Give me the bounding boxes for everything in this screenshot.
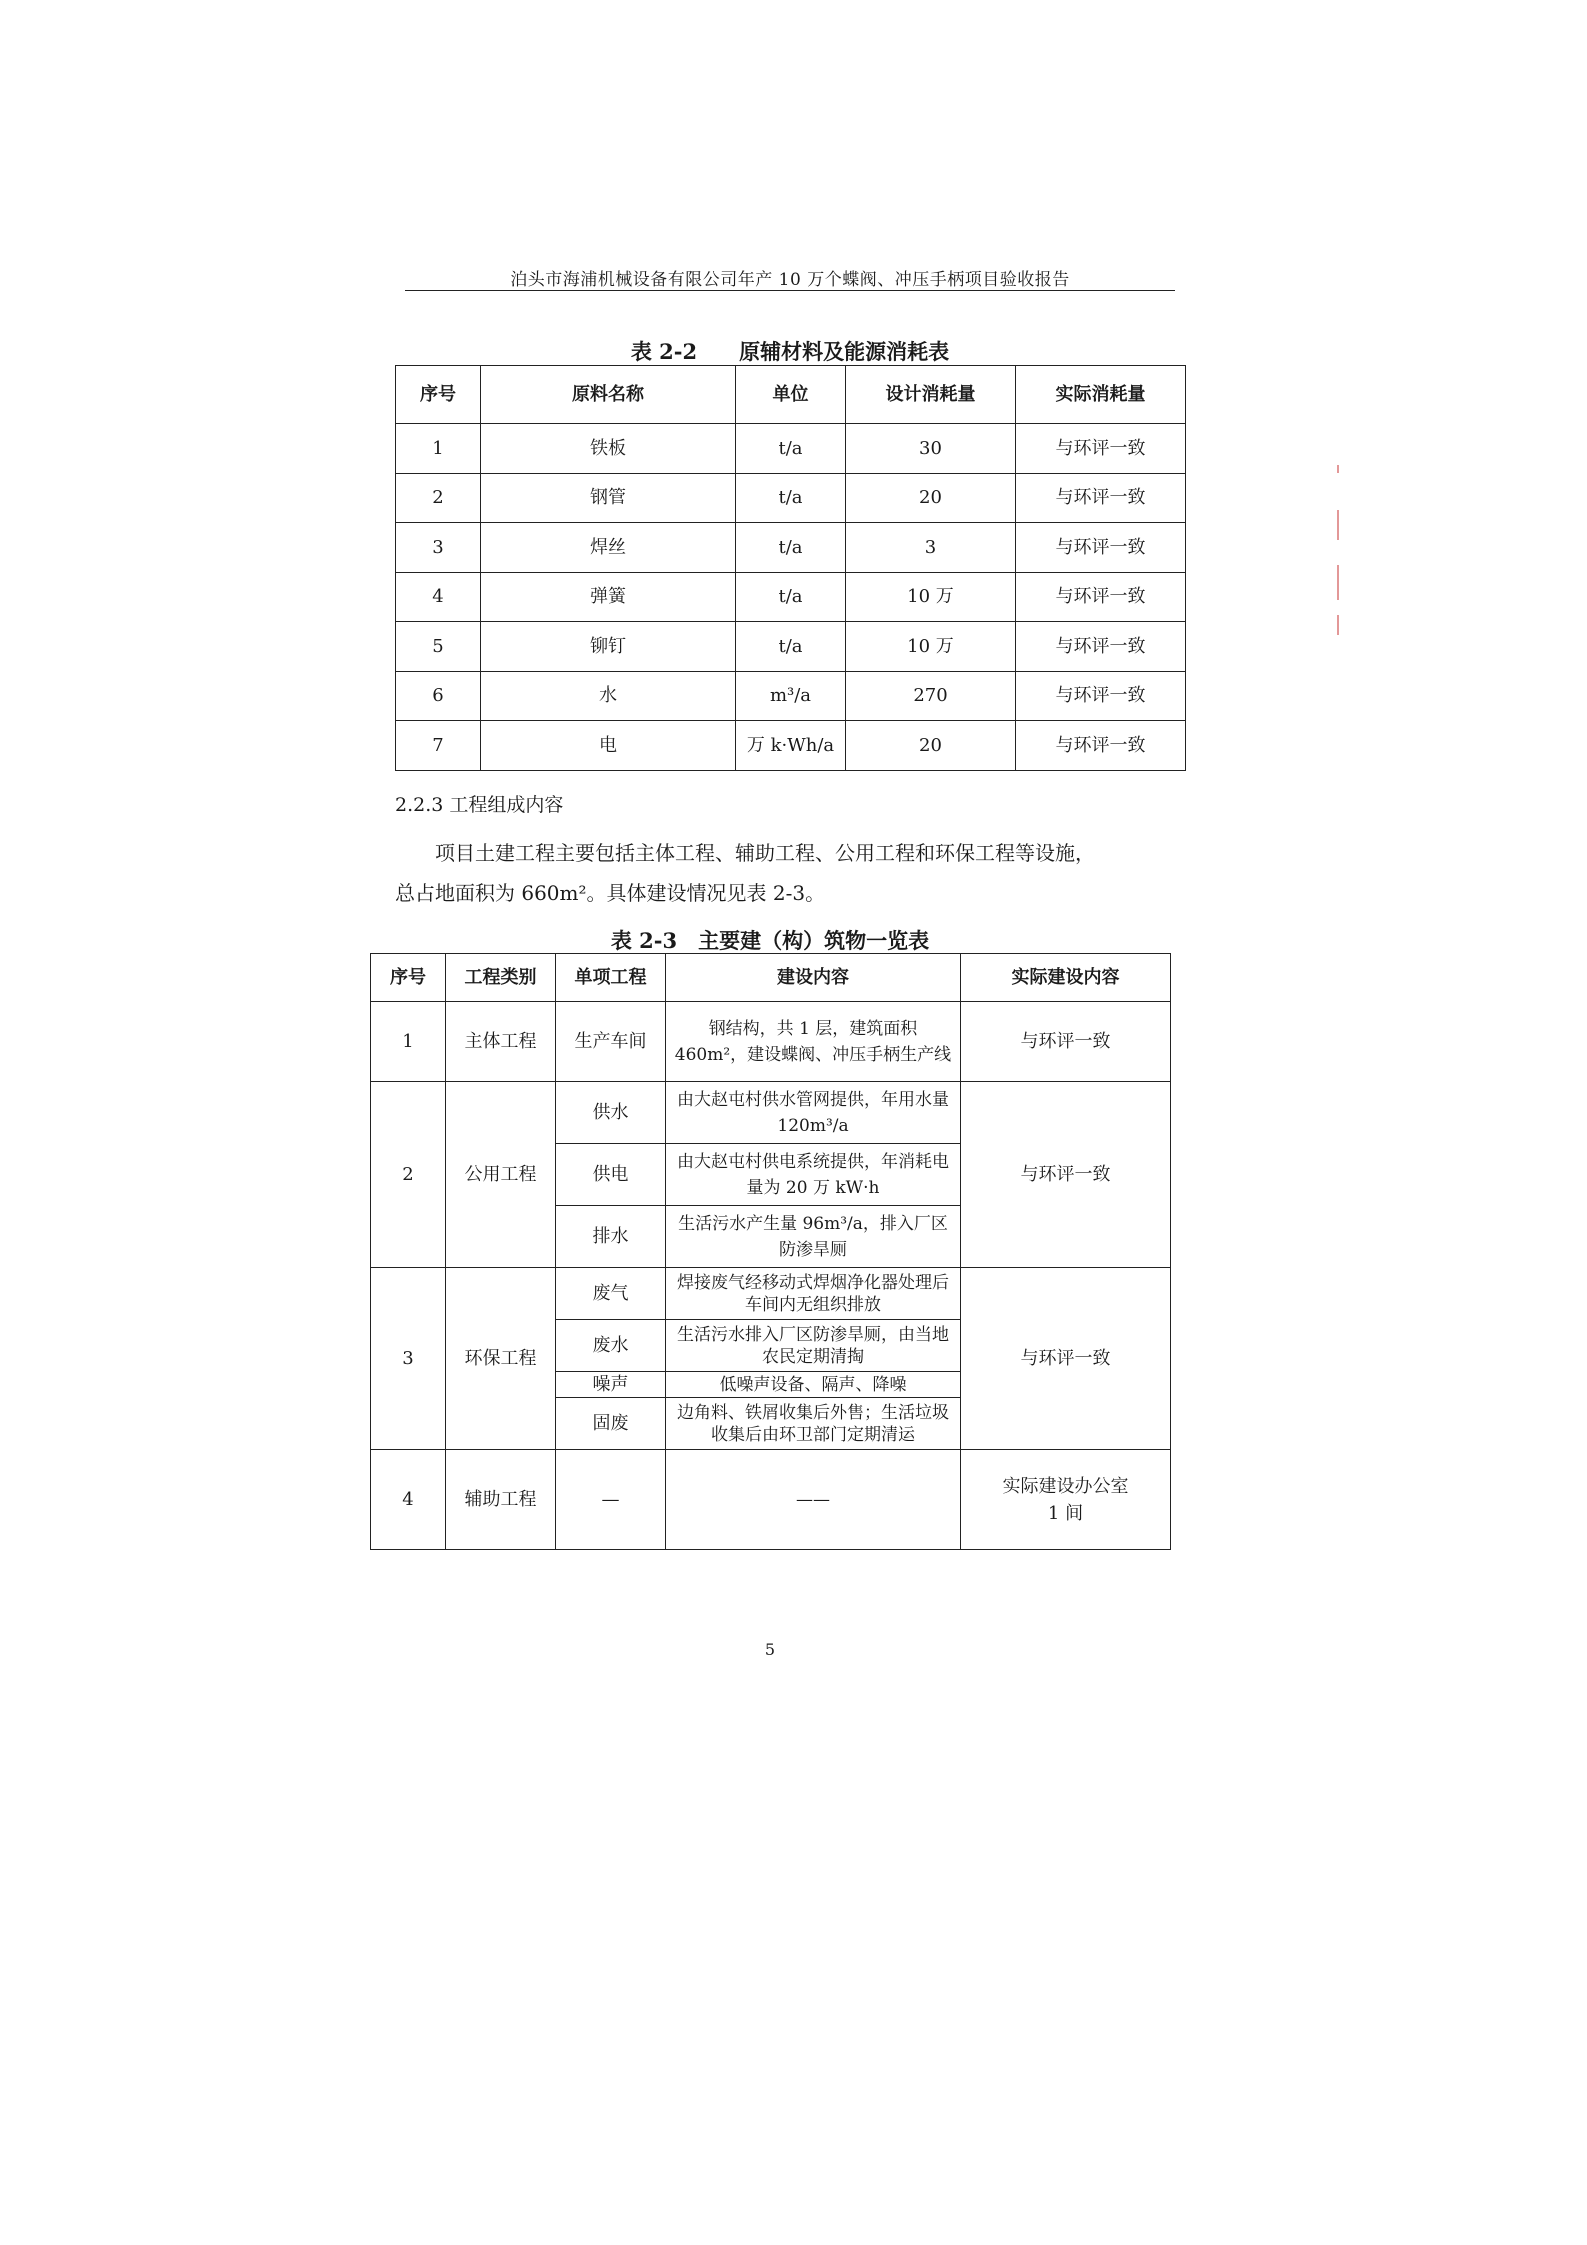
scan-artifact xyxy=(1337,510,1339,540)
cell-name: 铁板 xyxy=(481,424,736,474)
column-header: 序号 xyxy=(396,366,481,424)
cell-actual: 与环评一致 xyxy=(1016,473,1186,523)
cell-category: 主体工程 xyxy=(446,1002,556,1082)
cell-design: 10 万 xyxy=(846,622,1016,672)
paragraph-line-2: 总占地面积为 660m²。具体建设情况见表 2-3。 xyxy=(395,881,826,905)
column-header: 序号 xyxy=(371,954,446,1002)
cell-unit: t/a xyxy=(736,622,846,672)
cell-item: 固废 xyxy=(556,1398,666,1450)
cell-actual: 实际建设办公室 1 间 xyxy=(961,1450,1171,1550)
column-header: 工程类别 xyxy=(446,954,556,1002)
cell-no: 6 xyxy=(396,671,481,721)
cell-design: 30 xyxy=(846,424,1016,474)
cell-no: 7 xyxy=(396,721,481,771)
cell-unit: t/a xyxy=(736,523,846,573)
cell-unit: t/a xyxy=(736,424,846,474)
cell-content: 焊接废气经移动式焊烟净化器处理后车间内无组织排放 xyxy=(666,1268,961,1320)
cell-actual: 与环评一致 xyxy=(1016,424,1186,474)
cell-actual: 与环评一致 xyxy=(1016,721,1186,771)
cell-name: 钢管 xyxy=(481,473,736,523)
scan-artifact xyxy=(1337,565,1339,600)
table-row xyxy=(396,523,1186,573)
table-row xyxy=(371,1002,1171,1082)
cell-actual: 与环评一致 xyxy=(1016,523,1186,573)
buildings-table xyxy=(370,953,1171,1550)
cell-name: 电 xyxy=(481,721,736,771)
paragraph-text: 项目土建工程主要包括主体工程、辅助工程、公用工程和环保工程等设施， xyxy=(435,841,1095,865)
cell-no: 5 xyxy=(396,622,481,672)
cell-design: 270 xyxy=(846,671,1016,721)
cell-content: 由大赵屯村供电系统提供，年消耗电量为 20 万 kW·h xyxy=(666,1144,961,1206)
report-header-title: 泊头市海浦机械设备有限公司年产 10 万个蝶阀、冲压手柄项目验收报告 xyxy=(510,270,1070,290)
cell-design: 20 xyxy=(846,473,1016,523)
cell-no: 1 xyxy=(371,1002,446,1082)
cell-no: 1 xyxy=(396,424,481,474)
column-header: 原料名称 xyxy=(481,366,736,424)
cell-content: —— xyxy=(666,1450,961,1550)
cell-item: 生产车间 xyxy=(556,1002,666,1082)
cell-actual: 与环评一致 xyxy=(961,1002,1171,1082)
table-2-2-caption: 表 2-2 原辅材料及能源消耗表 xyxy=(630,339,950,364)
cell-content: 生活污水产生量 96m³/a，排入厂区防渗旱厕 xyxy=(666,1206,961,1268)
cell-item: 废水 xyxy=(556,1320,666,1372)
paragraph-line-1 xyxy=(395,833,1175,873)
cell-unit: 万 k·Wh/a xyxy=(736,721,846,771)
table-row xyxy=(396,671,1186,721)
cell-name: 弹簧 xyxy=(481,572,736,622)
cell-item: 供水 xyxy=(556,1082,666,1144)
cell-no: 2 xyxy=(371,1082,446,1268)
column-header: 设计消耗量 xyxy=(846,366,1016,424)
cell-item: 排水 xyxy=(556,1206,666,1268)
table-row xyxy=(396,473,1186,523)
cell-content: 低噪声设备、隔声、降噪 xyxy=(666,1372,961,1398)
table-header-row xyxy=(371,954,1171,1002)
cell-item: 噪声 xyxy=(556,1372,666,1398)
table-2-3-caption: 表 2-3 主要建（构）筑物一览表 xyxy=(610,928,930,953)
cell-content: 由大赵屯村供水管网提供，年用水量 120m³/a xyxy=(666,1082,961,1144)
page-number: 5 xyxy=(764,1640,776,1659)
column-header: 建设内容 xyxy=(666,954,961,1002)
cell-category: 辅助工程 xyxy=(446,1450,556,1550)
cell-design: 10 万 xyxy=(846,572,1016,622)
column-header: 实际建设内容 xyxy=(961,954,1171,1002)
column-header: 单项工程 xyxy=(556,954,666,1002)
cell-no: 4 xyxy=(396,572,481,622)
column-header: 实际消耗量 xyxy=(1016,366,1186,424)
cell-unit: t/a xyxy=(736,572,846,622)
cell-design: 3 xyxy=(846,523,1016,573)
cell-actual: 与环评一致 xyxy=(1016,622,1186,672)
cell-unit: t/a xyxy=(736,473,846,523)
cell-item: — xyxy=(556,1450,666,1550)
table-row xyxy=(396,572,1186,622)
cell-no: 2 xyxy=(396,473,481,523)
cell-actual: 与环评一致 xyxy=(1016,671,1186,721)
table-row xyxy=(371,1450,1171,1550)
cell-name: 水 xyxy=(481,671,736,721)
cell-content: 边角料、铁屑收集后外售；生活垃圾收集后由环卫部门定期清运 xyxy=(666,1398,961,1450)
materials-energy-table xyxy=(395,365,1186,771)
cell-actual: 与环评一致 xyxy=(961,1268,1171,1450)
table-row xyxy=(371,1268,1171,1320)
table-row xyxy=(371,1082,1171,1144)
cell-no: 3 xyxy=(396,523,481,573)
cell-actual: 与环评一致 xyxy=(961,1082,1171,1268)
cell-category: 环保工程 xyxy=(446,1268,556,1450)
cell-content: 钢结构，共 1 层，建筑面积 460m²，建设蝶阀、冲压手柄生产线 xyxy=(666,1002,961,1082)
column-header: 单位 xyxy=(736,366,846,424)
header-divider xyxy=(405,290,1175,291)
cell-no: 3 xyxy=(371,1268,446,1450)
section-heading: 2.2.3 工程组成内容 xyxy=(395,794,564,816)
table-row xyxy=(396,721,1186,771)
table-row xyxy=(396,622,1186,672)
cell-design: 20 xyxy=(846,721,1016,771)
cell-name: 焊丝 xyxy=(481,523,736,573)
scan-artifact xyxy=(1337,615,1339,635)
table-row xyxy=(396,424,1186,474)
cell-item: 废气 xyxy=(556,1268,666,1320)
cell-actual: 与环评一致 xyxy=(1016,572,1186,622)
table-header-row xyxy=(396,366,1186,424)
cell-no: 4 xyxy=(371,1450,446,1550)
cell-unit: m³/a xyxy=(736,671,846,721)
cell-name: 铆钉 xyxy=(481,622,736,672)
cell-content: 生活污水排入厂区防渗旱厕，由当地农民定期清掏 xyxy=(666,1320,961,1372)
cell-item: 供电 xyxy=(556,1144,666,1206)
cell-category: 公用工程 xyxy=(446,1082,556,1268)
scan-artifact xyxy=(1337,465,1339,473)
